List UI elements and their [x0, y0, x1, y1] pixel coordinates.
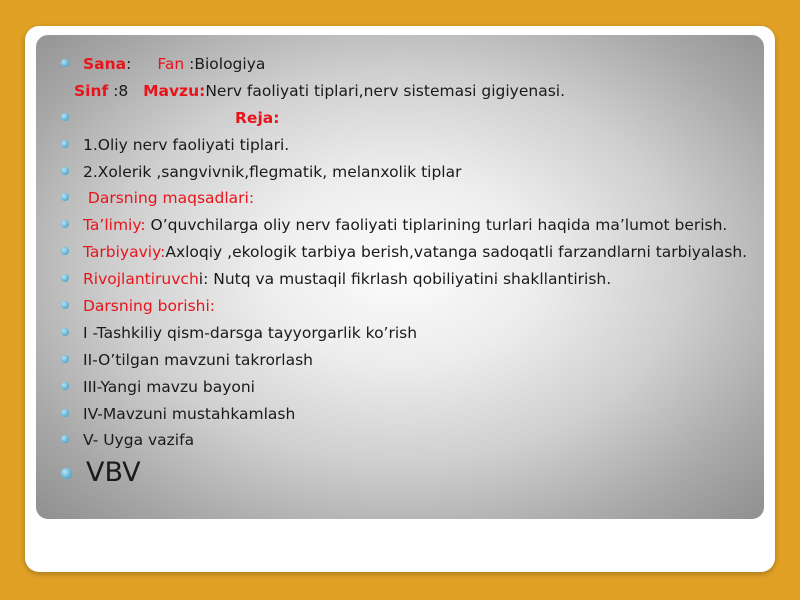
list-item	[61, 109, 751, 127]
mavzu-label: Mavzu:	[143, 81, 206, 100]
bullet-icon	[61, 193, 69, 201]
mavzu-value: Nerv faoliyati tiplari,nerv sistemasi gigiyenasi.	[205, 81, 566, 100]
list-item: I -Tashkiliy qism-darsga tayyorgarlik ko’rish	[61, 324, 751, 342]
list-item: 1.Oliy nerv faoliyati tiplari.	[61, 136, 751, 154]
bullet-icon	[61, 301, 69, 309]
list-item: Tarbiyaviy:Axloqiy ,ekologik tarbiya berish,vatanga sadoqatli farzandlarni tarbiyalash.	[61, 243, 751, 261]
list-item: 2.Xolerik ,sangvivnik,flegmatik, melanxolik tiplar	[61, 163, 751, 181]
bullet-icon	[61, 328, 69, 336]
list-item: II-O’tilgan mavzuni takrorlash	[61, 351, 751, 369]
list-item: Ta’limiy: O’quvchilarga oliy nerv faoliyati tiplarining turlari haqida ma’lumot berish.	[61, 216, 751, 234]
bullet-icon	[61, 59, 69, 67]
borishi-label: Darsning borishi:	[83, 297, 216, 316]
list-item	[61, 82, 751, 100]
bullet-icon	[61, 355, 69, 363]
list-item: V- Uyga vazifa	[61, 431, 751, 449]
bullet-icon	[61, 409, 69, 417]
slide-content	[61, 55, 751, 497]
fan-label: Fan	[157, 55, 185, 73]
list-item: Sana: Fan :Biologiya	[61, 55, 751, 73]
sinf-label: Sinf	[74, 81, 109, 100]
bullet-icon	[61, 140, 69, 148]
list-item: Rivojlantiruvchi: Nutq va mustaqil fikrlash qobiliyatini shakllantirish.	[61, 270, 751, 288]
fan-value: :Biologiya	[184, 55, 266, 73]
sinf-value: :8	[108, 81, 144, 100]
list-item	[61, 297, 751, 315]
rivoj-label: Rivojlantiruvch	[83, 270, 199, 289]
bullet-icon	[61, 113, 69, 121]
bullet-icon	[61, 220, 69, 228]
tarbiyaviy-label: Tarbiyaviy:	[83, 243, 166, 262]
bullet-icon	[61, 382, 69, 390]
vbv-text: VBV	[86, 457, 141, 489]
bullet-icon	[61, 435, 69, 443]
sana-label: Sana	[83, 55, 127, 73]
list-item: IV-Mavzuni mustahkamlash	[61, 405, 751, 423]
bullet-icon	[61, 167, 69, 175]
list-item	[61, 189, 751, 207]
reja-label: Reja:	[235, 108, 280, 127]
bullet-icon	[61, 468, 72, 479]
list-item: III-Yangi mavzu bayoni	[61, 378, 751, 396]
bullet-icon	[61, 274, 69, 282]
list-item	[61, 458, 751, 488]
talimiy-label: Ta’limiy:	[83, 216, 146, 235]
bullet-icon	[61, 247, 69, 255]
maqsad-label: Darsning maqsadlari:	[83, 189, 255, 208]
